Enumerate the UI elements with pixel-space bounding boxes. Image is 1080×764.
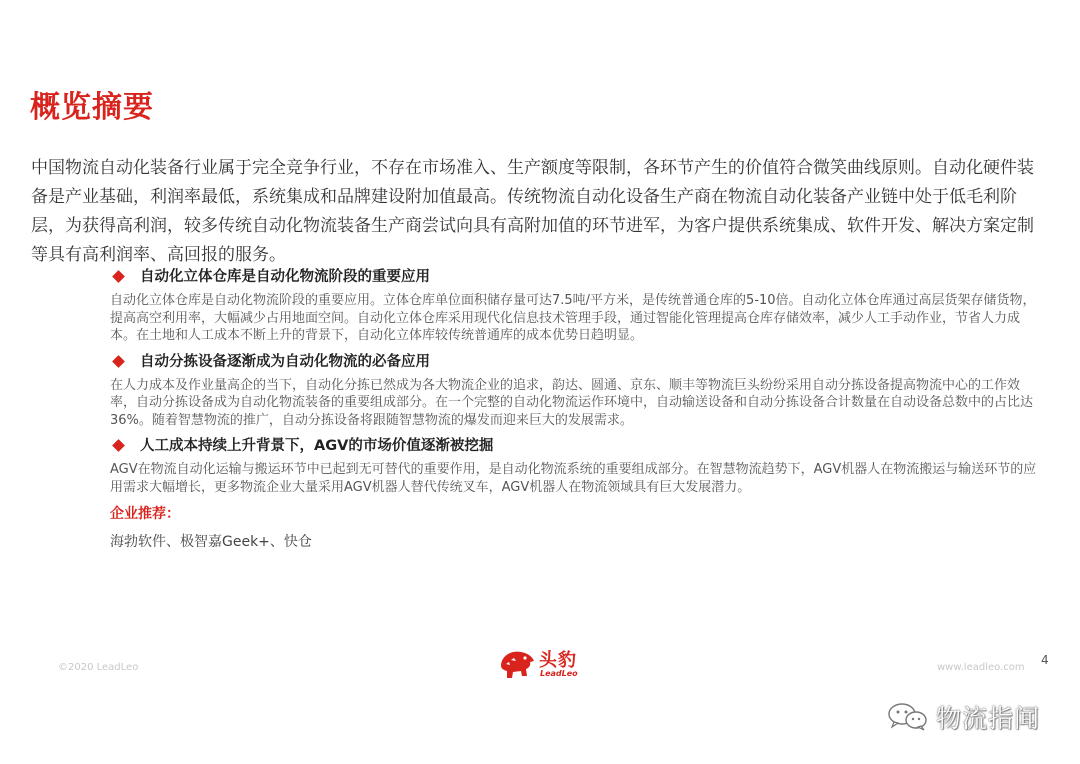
section-heading-text: 自动分拣设备逐渐成为自动化物流的必备应用 <box>140 353 430 370</box>
logo-en-text: LeadLeo <box>540 669 578 678</box>
page-number: 4 <box>1041 653 1049 667</box>
watermark-text: 物流指闻 <box>936 704 1041 733</box>
diamond-bullet-icon <box>112 270 125 283</box>
diamond-bullet-icon <box>112 439 125 452</box>
wechat-icon <box>886 701 930 733</box>
logo-cn-text: 头豹 <box>539 650 577 671</box>
diamond-bullet-icon <box>112 355 125 368</box>
page-title: 概览摘要 <box>30 90 154 125</box>
section-heading <box>110 351 1040 373</box>
section-storage <box>110 266 1040 345</box>
section-heading-text: 人工成本持续上升背景下，AGV的市场价值逐渐被挖掘 <box>140 438 494 454</box>
section-body: AGV在物流自动化运输与搬运环节中已起到无可替代的重要作用，是自动化物流系统的重要组成部分。在智慧物流趋势下，AGV机器人在物流搬运与输送环节的应用需求大幅增长，更多物流企业大量采用AGV机器人替代传统叉车，AGV机器人在物流领域具有巨大发展潜力。 <box>110 462 1037 495</box>
section-sorting <box>110 351 1040 430</box>
footer-copyright: ©2020 LeadLeo <box>58 662 139 673</box>
sections-list <box>110 266 1040 552</box>
section-heading <box>110 266 1040 288</box>
leopard-logo-icon <box>497 646 537 682</box>
leadleo-logo <box>497 646 589 682</box>
section-heading <box>110 435 1040 457</box>
intro-paragraph: 中国物流自动化装备行业属于完全竞争行业，不存在市场准入、生产额度等限制，各环节产生的价值符合微笑曲线原则。自动化硬件装备是产业基础，利润率最低，系统集成和品牌建设附加值最高。传统物流自动化设备生产商在物流自动化装备产业链中处于低毛利阶层，为获得高利润，较多传统自动化物流装备生产商尝试向具有高附加值的环节进军，为客户提供系统集成、软件开发、解决方案定制等具有高利润率、高回报的服务。 <box>31 158 1034 265</box>
section-heading-text: 自动化立体仓库是自动化物流阶段的重要应用 <box>140 269 430 285</box>
recommend-label: 企业推荐： <box>110 506 180 522</box>
watermark <box>886 697 1066 737</box>
section-body: 在人力成本及作业量高企的当下，自动化分拣已然成为各大物流企业的追求，韵达、圆通、京东、顺丰等物流巨头纷纷采用自动分拣设备提高物流中心的工作效率，自动分拣设备成为自动化物流装备的重要组成部分。在一个完整的自动化物流运作环境中，自动输送设备和自动分拣设备合计数量在自动设备总数中的占比达36%。随着智慧物流的推广，自动分拣设备将跟随智慧物流的爆发而迎来巨大的发展需求。 <box>110 377 1034 428</box>
section-body: 自动化立体仓库是自动化物流阶段的重要应用。立体仓库单位面积储存量可达7.5吨/平方米，是传统普通仓库的5-10倍。自动化立体仓库通过高层货架存储货物，提高高空利用率，大幅减少占用地面空间。自动化立体仓库采用现代化信息技术管理手段，通过智能化管理提高仓库存储效率，减少人工手动作业，节省人力成本。在土地和人工成本不断上升的背景下，自动化立体库较传统普通库的成本优势日趋明显。 <box>110 293 1036 343</box>
recommend-list: 海勃软件、极智嘉Geek+、快仓 <box>110 534 312 550</box>
footer-url: www.leadleo.com <box>937 662 1025 673</box>
section-agv <box>110 435 1040 496</box>
